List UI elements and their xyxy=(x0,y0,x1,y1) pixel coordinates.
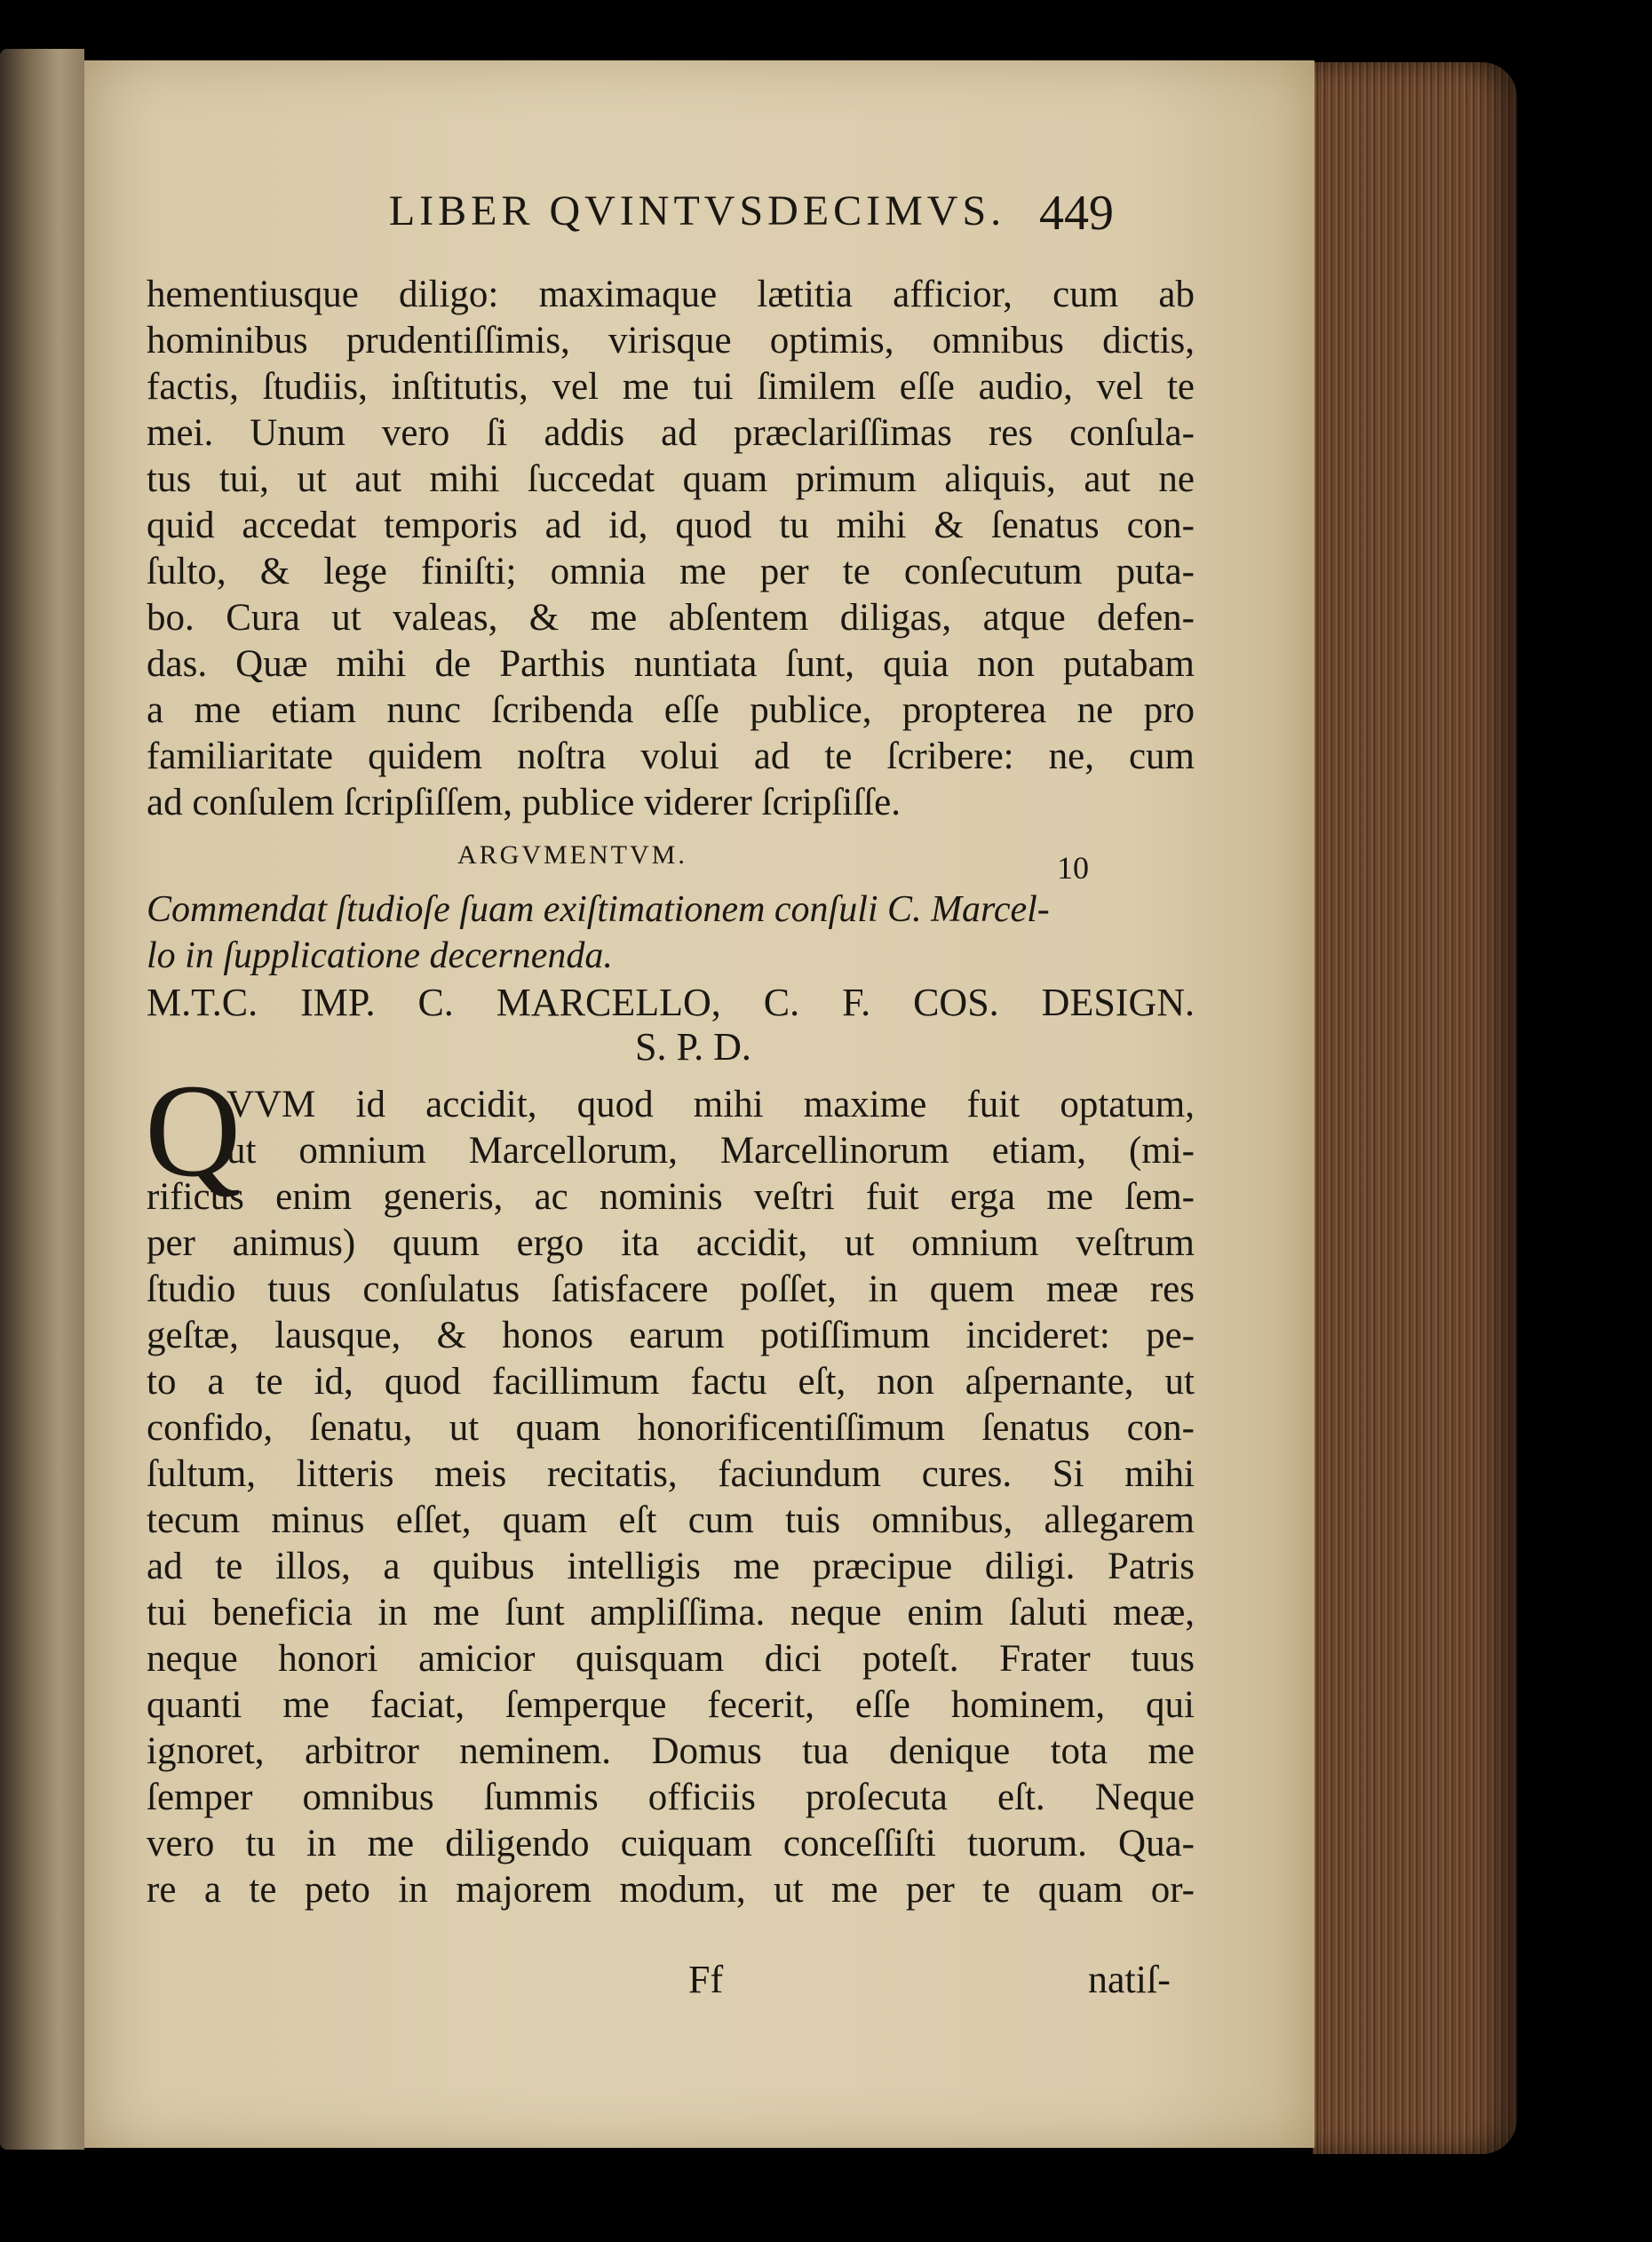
text-line: bo. Cura ut valeas, & me abſentem diligas, atque defen- xyxy=(147,597,1195,639)
letter-address: M.T.C. IMP. C. MARCELLO, C. F. COS. DESIGN. xyxy=(147,981,1195,1024)
book-page xyxy=(84,60,1314,2148)
text-line: hementiusque diligo: maximaque lætitia afficior, cum ab xyxy=(147,274,1195,315)
text-line: hominibus prudentiſſimis, virisque optimis, omnibus dictis, xyxy=(147,320,1195,362)
text-line: a me etiam nunc ſcribenda eſſe publice, propterea ne pro xyxy=(147,689,1195,731)
left-page-edge xyxy=(0,49,84,2150)
text-line: to a te id, quod facillimum factu eſt, non aſpernante, ut xyxy=(147,1361,1195,1403)
text-line: tus tui, ut aut mihi ſuccedat quam primum aliquis, aut ne xyxy=(147,458,1195,500)
text-line: ſtudio tuus conſulatus ſatisfacere poſſet, in quem meæ res xyxy=(147,1268,1195,1310)
text-line: VVM id accidit, quod mihi maxime fuit optatum, xyxy=(226,1084,1195,1125)
text-line: vero tu in me diligendo cuiquam conceſſiſti tuorum. Qua- xyxy=(147,1823,1195,1864)
text-line: tecum minus eſſet, quam eſt cum tuis omnibus, allegarem xyxy=(147,1499,1195,1541)
text-line: rificus enim generis, ac nominis veſtri fuit erga me ſem- xyxy=(147,1176,1195,1218)
text-line: ſulto, & lege finiſti; omnia me per te conſecutum puta- xyxy=(147,551,1195,592)
text-line: ignoret, arbitror neminem. Domus tua denique tota me xyxy=(147,1730,1195,1772)
text-line: ad te illos, a quibus intelligis me præcipue diligi. Patris xyxy=(147,1546,1195,1587)
text-line: familiaritate quidem noſtra volui ad te ſcribere: ne, cum xyxy=(147,735,1195,777)
catchword: natiſ- xyxy=(1088,1958,1171,2001)
drop-cap: Q xyxy=(145,1057,242,1204)
text-line: per animus) quum ergo ita accidit, ut omnium veſtrum xyxy=(147,1222,1195,1264)
page-fore-edge xyxy=(1313,62,1517,2154)
text-line: confido, ſenatu, ut quam honorificentiſſimum ſenatus con- xyxy=(147,1407,1195,1449)
text-line: geſtæ, lausque, & honos earum potiſſimum incideret: pe- xyxy=(147,1315,1195,1356)
text-line: factis, ſtudiis, inſtitutis, vel me tui ſimilem eſſe audio, vel te xyxy=(147,366,1195,408)
text-line: tui beneficia in me ſunt ampliſſima. neque enim ſaluti meæ, xyxy=(147,1592,1195,1634)
text-line: mei. Unum vero ſi addis ad præclariſſimas res conſula- xyxy=(147,412,1195,454)
text-line: ſultum, litteris meis recitatis, faciundum cures. Si mihi xyxy=(147,1453,1195,1495)
text-line: neque honori amicior quisquam dici poteſt. Frater tuus xyxy=(147,1638,1195,1680)
text-line: ſemper omnibus ſummis officiis proſecuta eſt. Neque xyxy=(147,1777,1195,1818)
letter-number: 10 xyxy=(1057,850,1089,886)
page-number: 449 xyxy=(1039,186,1114,241)
argument-line: Commendat ſtudioſe ſuam exiſtimationem conſuli C. Marcel- xyxy=(147,889,1050,930)
text-line: quanti me faciat, ſemperque fecerit, eſſe hominem, qui xyxy=(147,1684,1195,1726)
argument-line: lo in ſupplicatione decernenda. xyxy=(147,935,613,976)
text-line: ad conſulem ſcripſiſſem, publice viderer ſcripſiſſe. xyxy=(147,782,901,823)
letter-salutation: S. P. D. xyxy=(635,1025,751,1069)
text-line: das. Quæ mihi de Parthis nuntiata ſunt, quia non putabam xyxy=(147,643,1195,685)
text-line: quid accedat temporis ad id, quod tu mihi & ſenatus con- xyxy=(147,505,1195,546)
argument-heading: ARGVMENTVM. xyxy=(457,840,687,870)
signature-mark: Ff xyxy=(688,1958,724,2001)
text-line: re a te peto in majorem modum, ut me per te quam or- xyxy=(147,1869,1195,1911)
text-line: ut omnium Marcellorum, Marcellinorum etiam, (mi- xyxy=(226,1130,1195,1172)
running-head: LIBER QVINTVSDECIMVS. xyxy=(388,187,1006,235)
